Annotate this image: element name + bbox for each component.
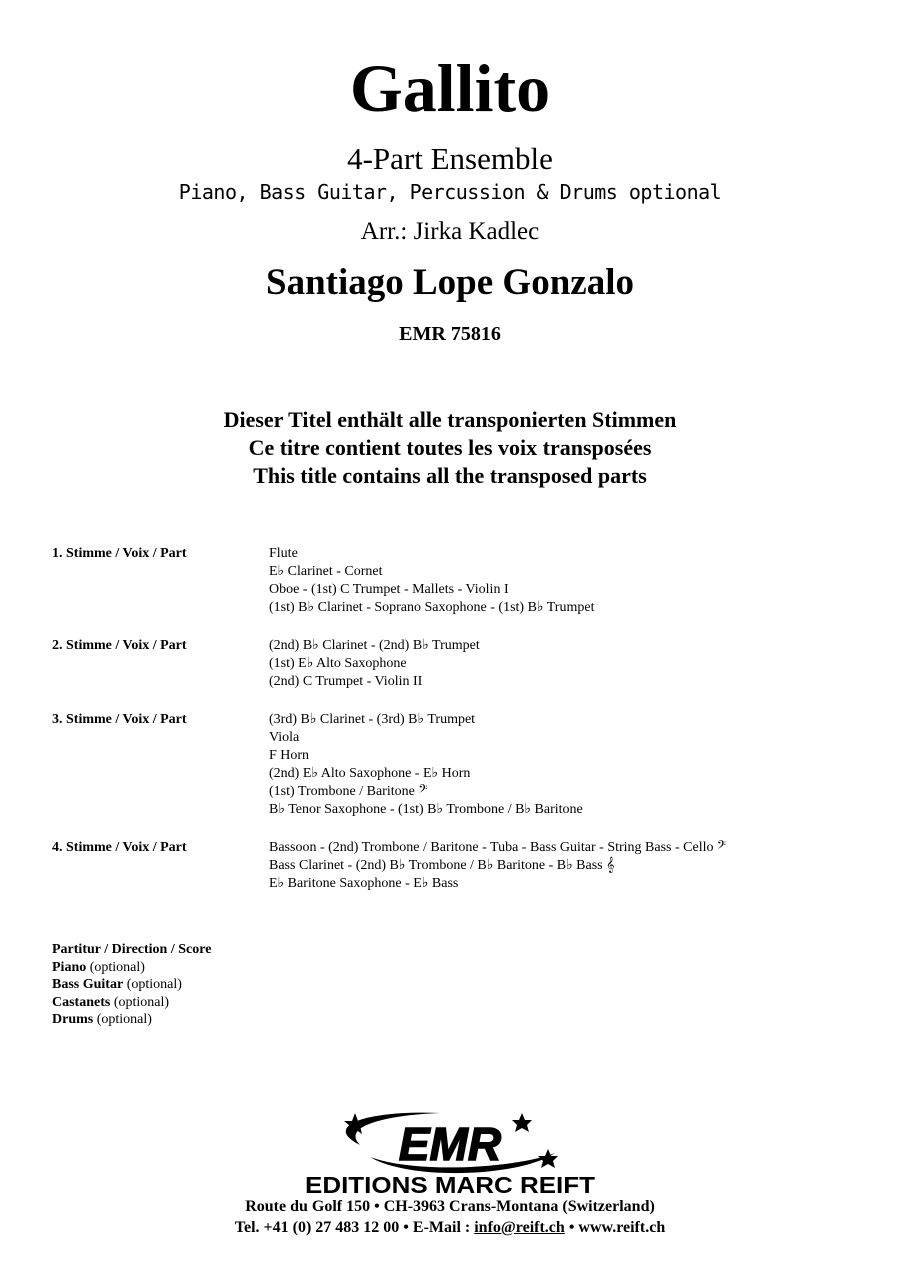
- instrument-line: Viola: [269, 730, 300, 745]
- score-line: Partitur / Direction / Score: [52, 942, 212, 957]
- part-label: 4. Stimme / Voix / Part: [52, 840, 187, 855]
- part-label: 1. Stimme / Voix / Part: [52, 546, 187, 561]
- telephone: Tel. +41 (0) 27 483 12 00 •: [234, 1219, 409, 1236]
- parts-list: [52, 545, 872, 913]
- part-3: [52, 711, 872, 819]
- instrument-line: B♭ Tenor Saxophone - (1st) B♭ Trombone / B♭ Baritone: [269, 802, 583, 817]
- part-4: [52, 839, 872, 893]
- extra-item: Piano (optional): [52, 959, 145, 975]
- instrument-line: Bass Clarinet - (2nd) B♭ Trombone / B♭ Baritone - B♭ Bass 𝄞: [269, 858, 615, 873]
- part-instruments: [269, 711, 583, 819]
- part-label: 3. Stimme / Voix / Part: [52, 712, 187, 727]
- instrument-line: (1st) Trombone / Baritone 𝄢: [269, 784, 428, 799]
- catalog-number: EMR 75816: [399, 323, 501, 345]
- publisher-contact: [0, 1218, 900, 1238]
- extra-item: Castanets (optional): [52, 994, 170, 1010]
- instrument-line: Bassoon - (2nd) Trombone / Baritone - Tuba - Bass Guitar - String Bass - Cello 𝄢: [269, 840, 726, 855]
- instrument-line: (3rd) B♭ Clarinet - (3rd) B♭ Trumpet: [269, 712, 476, 727]
- website[interactable]: • www.reift.ch: [568, 1219, 666, 1236]
- instrument-line: E♭ Clarinet - Cornet: [269, 564, 383, 579]
- email-label: E-Mail :: [412, 1219, 471, 1236]
- additional-parts: [52, 941, 211, 1029]
- extra-item: Bass Guitar (optional): [52, 977, 182, 992]
- instrument-line: (1st) E♭ Alto Saxophone: [269, 656, 407, 671]
- title: Gallito: [349, 50, 551, 126]
- transposed-notice: [0, 406, 900, 490]
- emr-logo: [300, 1105, 600, 1197]
- instrument-line: Flute: [269, 546, 298, 561]
- instrument-line: Oboe - (1st) C Trumpet - Mallets - Violin I: [269, 582, 509, 597]
- notice-french: Ce titre contient toutes les voix transposées: [248, 435, 652, 460]
- subtitle: 4-Part Ensemble: [347, 141, 553, 176]
- notice-english: This title contains all the transposed parts: [253, 463, 647, 488]
- arranger: Arr.: Jirka Kadlec: [360, 218, 540, 245]
- instrument-line: (2nd) B♭ Clarinet - (2nd) B♭ Trumpet: [269, 638, 480, 653]
- part-1: [52, 545, 872, 617]
- email-link[interactable]: info@reift.ch: [474, 1219, 565, 1236]
- instrument-line: (2nd) E♭ Alto Saxophone - E♭ Horn: [269, 766, 471, 781]
- instrument-line: (2nd) C Trumpet - Violin II: [269, 674, 423, 689]
- part-instruments: [269, 839, 726, 893]
- instrument-line: E♭ Baritone Saxophone - E♭ Bass: [269, 876, 459, 891]
- instrument-line: F Horn: [269, 748, 310, 763]
- composer: Santiago Lope Gonzalo: [266, 262, 634, 303]
- part-2: [52, 637, 872, 691]
- publisher-name: EDITIONS MARC REIFT: [305, 1172, 595, 1197]
- instrumentation: Piano, Bass Guitar, Percussion & Drums optional: [178, 180, 722, 204]
- publisher-address: Route du Golf 150 • CH-3963 Crans-Montana (Switzerland): [245, 1198, 655, 1215]
- notice-german: Dieser Titel enthält alle transponierten Stimmen: [223, 407, 677, 432]
- instrument-line: (1st) B♭ Clarinet - Soprano Saxophone - (1st) B♭ Trumpet: [269, 600, 595, 615]
- logo-text: EMR: [398, 1118, 502, 1170]
- extra-item: Drums (optional): [52, 1012, 152, 1027]
- part-instruments: [269, 637, 480, 691]
- part-instruments: [269, 545, 594, 617]
- part-label: 2. Stimme / Voix / Part: [52, 638, 187, 653]
